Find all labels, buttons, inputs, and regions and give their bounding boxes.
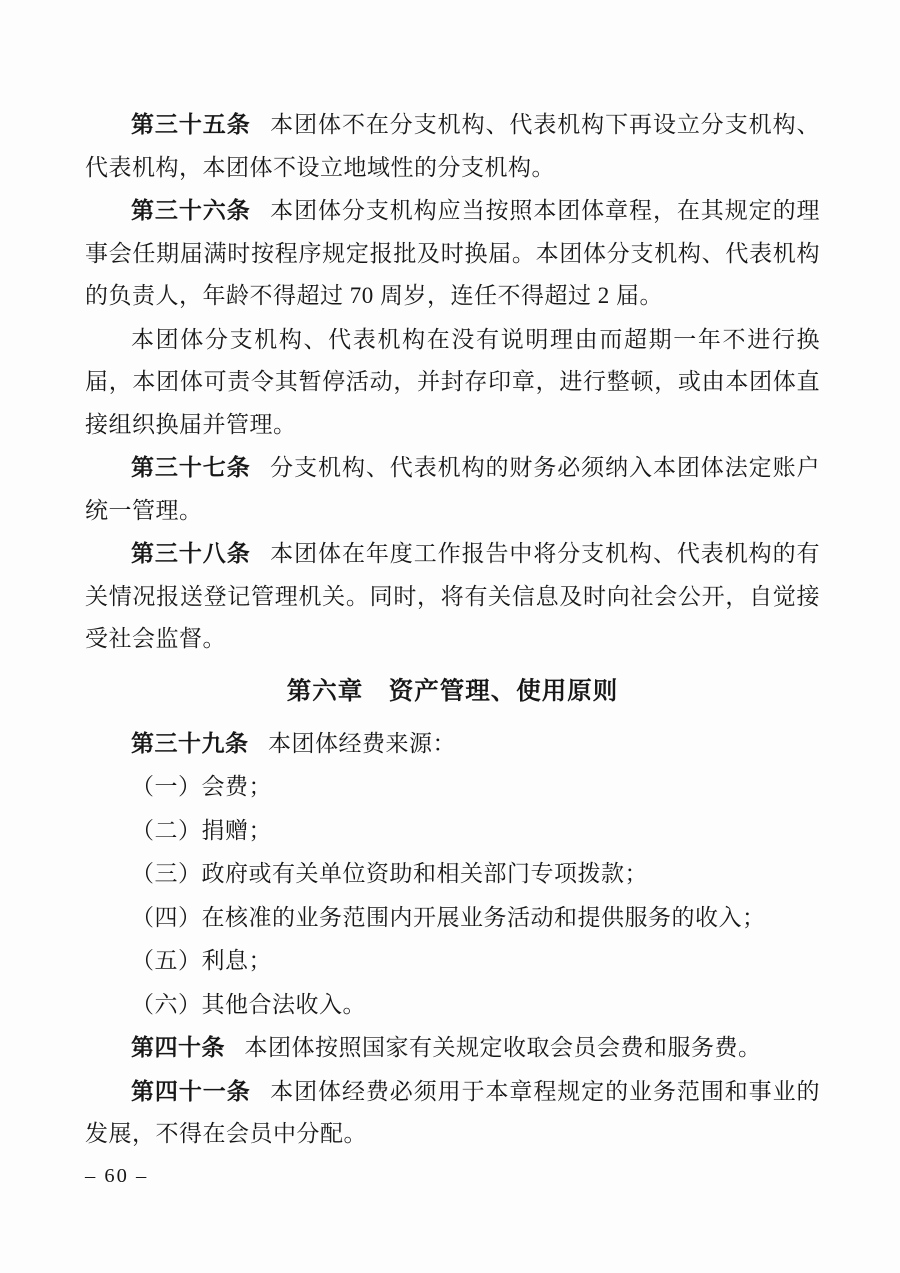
funding-source-item-3-text: （三）政府或有关单位资助和相关部门专项拨款； [131, 861, 648, 886]
article-41-paragraph [85, 1070, 820, 1156]
article-36-text: 本团体分支机构应当按照本团体章程，在其规定的理事会任期届满时按程序规定报批及时换届。本团体分支机构、代表机构的负责人，年龄不得超过 70 周岁，连任不得超过 2 届。 [85, 198, 821, 308]
funding-source-item-6-text: （六）其他合法收入。 [131, 991, 366, 1017]
funding-source-item-1 [85, 765, 820, 809]
article-41-number: 第四十一条 [131, 1077, 251, 1104]
article-36-continuation-text: 本团体分支机构、代表机构在没有说明理由而超期一年不进行换届，本团体可责令其暂停活动，并封存印章，进行整顿，或由本团体直接组织换届并管理。 [85, 326, 820, 437]
article-38-text: 本团体在年度工作报告中将分支机构、代表机构的有关情况报送登记管理机关。同时，将有关信息及时向社会公开，自觉接受社会监督。 [85, 541, 821, 651]
article-35-number: 第三十五条 [131, 111, 251, 137]
article-40-text: 本团体按照国家有关规定收取会员会费和服务费。 [244, 1035, 762, 1060]
funding-source-item-5-text: （五）利息； [131, 948, 272, 973]
article-41-text: 本团体经费必须用于本章程规定的业务范围和事业的发展，不得在会员中分配。 [85, 1078, 821, 1146]
article-37-text: 分支机构、代表机构的财务必须纳入本团体法定账户统一管理。 [85, 455, 821, 523]
article-38-paragraph [85, 532, 820, 661]
funding-source-item-5 [85, 939, 820, 983]
funding-source-item-6 [85, 983, 820, 1027]
article-39-number: 第三十九条 [131, 729, 249, 756]
article-40-number: 第四十条 [131, 1034, 225, 1060]
document-content [85, 103, 820, 1190]
article-35-text: 本团体不在分支机构、代表机构下再设立分支机构、代表机构，本团体不设立地域性的分支机构。 [85, 112, 821, 180]
article-36-paragraph [85, 189, 820, 318]
chapter-6-heading: 第六章 资产管理、使用原则 [286, 677, 619, 705]
article-37-number: 第三十七条 [131, 454, 251, 480]
article-39-text: 本团体经费来源： [268, 730, 457, 756]
article-37-paragraph [85, 446, 820, 532]
funding-source-item-3 [85, 852, 820, 896]
funding-source-item-2 [85, 809, 820, 853]
article-39-paragraph [85, 722, 820, 766]
article-36-continuation-paragraph [85, 318, 820, 447]
funding-source-item-4-text: （四）在核准的业务范围内开展业务活动和提供服务的收入； [131, 904, 766, 930]
article-35-paragraph [85, 103, 820, 189]
funding-source-item-4 [85, 896, 820, 940]
article-38-number: 第三十八条 [131, 540, 251, 566]
funding-source-item-2-text: （二）捐赠； [131, 817, 272, 843]
page-number: – 60 – [85, 1164, 149, 1187]
article-36-number: 第三十六条 [131, 197, 251, 223]
article-40-paragraph [85, 1026, 820, 1070]
funding-source-item-1-text: （一）会费； [131, 774, 272, 799]
